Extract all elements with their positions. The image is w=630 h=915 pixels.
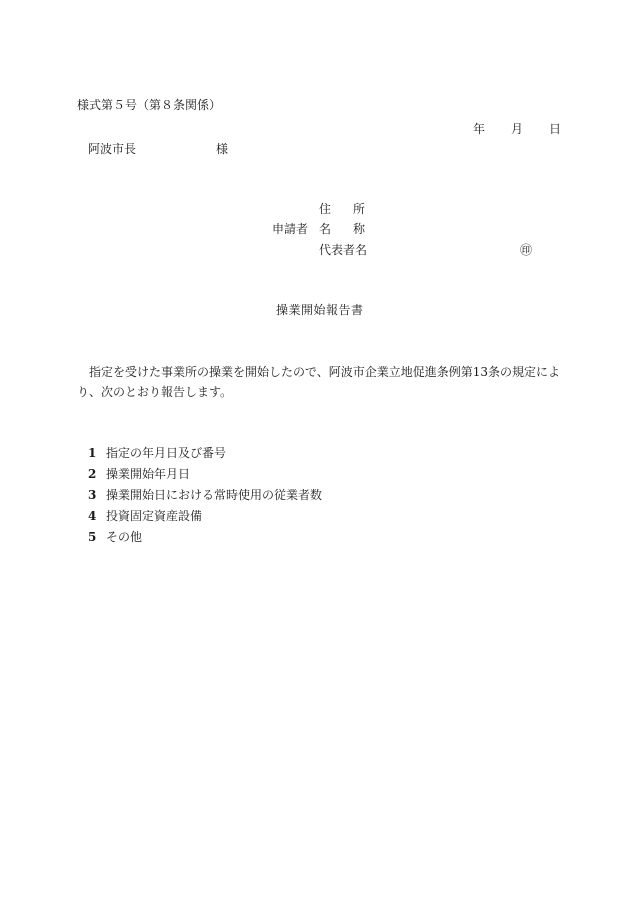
name-label-char-1: 名 bbox=[319, 222, 332, 236]
list-item bbox=[88, 527, 322, 548]
item-number: 5 bbox=[88, 530, 97, 544]
date-line bbox=[473, 121, 561, 137]
representative-label: 代表者名 bbox=[319, 243, 368, 257]
applicant-label: 申請者 bbox=[272, 222, 309, 236]
address-label bbox=[319, 201, 365, 217]
form-number: 様式第５号（第８条関係） bbox=[77, 98, 222, 112]
address-label-char-1: 住 bbox=[319, 202, 332, 216]
list-item bbox=[88, 506, 322, 527]
item-text: 指定の年月日及び番号 bbox=[106, 446, 227, 460]
item-text: その他 bbox=[106, 530, 143, 544]
address-label-char-2: 所 bbox=[353, 202, 366, 216]
name-label-char-2: 称 bbox=[353, 222, 366, 236]
seal-mark: ㊞ bbox=[520, 243, 533, 257]
list-item bbox=[88, 485, 322, 506]
addressee bbox=[88, 141, 228, 157]
list-item bbox=[88, 464, 322, 485]
item-text: 投資固定資産設備 bbox=[106, 509, 203, 523]
item-number: 2 bbox=[88, 467, 97, 481]
item-number: 4 bbox=[88, 509, 97, 523]
date-month-label: 月 bbox=[511, 122, 524, 136]
list-item bbox=[88, 443, 322, 464]
name-label bbox=[319, 221, 365, 237]
addressee-title: 阿波市長 bbox=[88, 142, 137, 156]
item-text: 操業開始日における常時使用の従業者数 bbox=[106, 488, 323, 502]
addressee-honorific: 様 bbox=[216, 142, 229, 156]
item-number: 3 bbox=[88, 488, 97, 502]
body-paragraph: 指定を受けた事業所の操業を開始したので、阿波市企業立地促進条例第13条の規定により、次のとおり報告します。 bbox=[77, 365, 561, 399]
document-title: 操業開始報告書 bbox=[276, 303, 364, 317]
item-number: 1 bbox=[88, 446, 97, 460]
item-text: 操業開始年月日 bbox=[106, 467, 191, 481]
date-day-label: 日 bbox=[549, 122, 562, 136]
date-year-label: 年 bbox=[473, 122, 486, 136]
item-list bbox=[88, 443, 322, 548]
